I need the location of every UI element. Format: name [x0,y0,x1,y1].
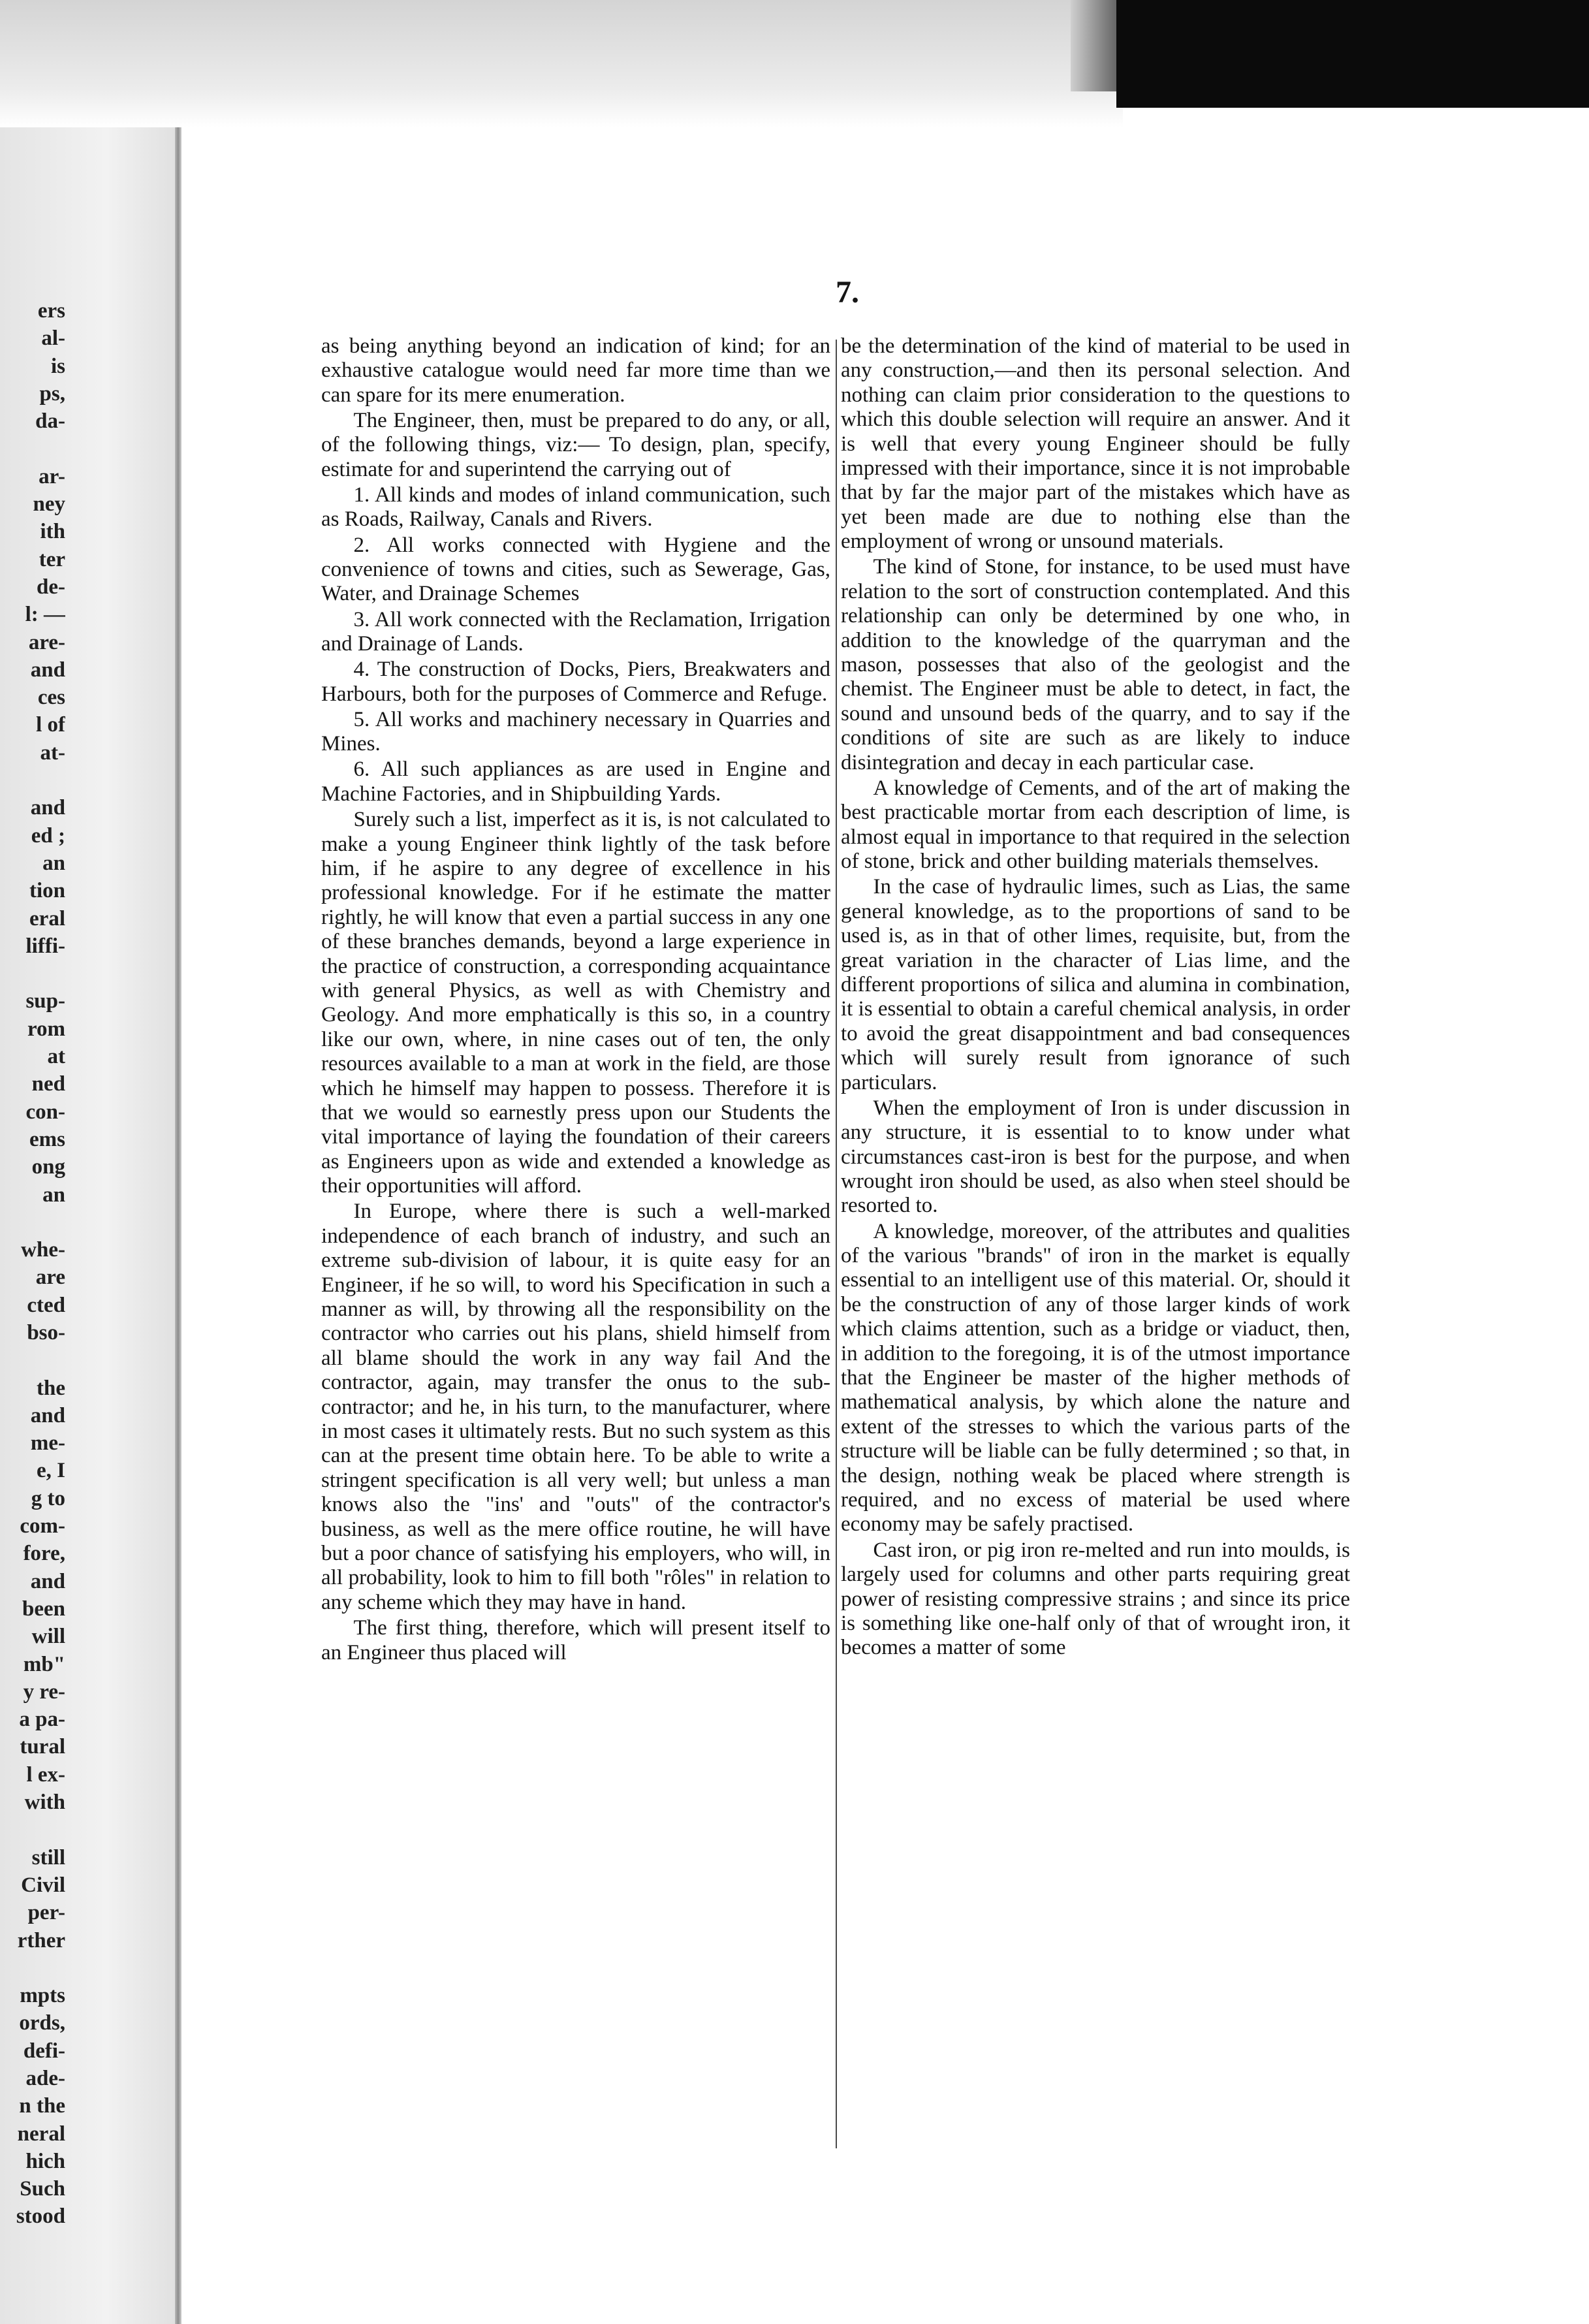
margin-fragment: with [24,1791,65,1815]
margin-fragment: mpts [20,1984,65,2008]
margin-fragment: defi- [23,2039,65,2063]
margin-fragment: l: — [25,603,65,627]
paragraph: The Engineer, then, must be prepared to do any, or all, of the following things, viz:— To design, plan, specify, estimate for and superintend the carrying out of [321,409,830,481]
paragraph: A knowledge, moreover, of the attributes and qualities of the various "brands" of iron in the market is equally essential to an intelligent use of this material. Or, should it be the construction of any of those larger kinds of work which claims attention, such as a bridge or viaduct, then, in addition to the foregoing, it is of the utmost importance that the Engineer be master of the higher methods of mathematical analysis, by which alone the nature and extent of the stresses to which the various parts of the structure will be liable can be fully determined ; so that, in the design, nothing weak be placed where strength is required, and no excess of material be used where economy may be safely practised. [841,1219,1350,1536]
margin-fragment: liffi- [25,934,65,958]
margin-fragment: at [47,1045,65,1069]
margin-fragment: a pa- [19,1708,65,1732]
margin-fragment: sup- [25,989,65,1013]
margin-fragment [0,1816,65,1843]
paragraph: Cast iron, or pig iron re-melted and run into moulds, is largely used for columns and other parts requiring great power of resisting compressive strains ; and since its price is something like one-half only of that of wrought iron, it becomes a matter of some [841,1538,1350,1660]
margin-fragment [0,1346,65,1374]
margin-fragment [0,1209,65,1236]
margin-fragment: ong [31,1155,65,1179]
margin-fragment: and [30,658,65,682]
margin-fragment: at- [40,740,65,765]
column-divider [836,340,837,2148]
margin-fragment: tural [20,1735,65,1759]
paragraph: In Europe, where there is such a well-marked independence of each branch of industry, and such an extreme sub-division of labour, it is quite easy for an Engineer, if he so will, to word his Specification in such a manner as will, by throwing all the responsibility on the contractor who carries out his plans, shield himself from all blame should the work in any way fail And the contractor, again, may transfer the onus to the sub-contractor; and he, in his turn, to the manufacturer, where in most cases it ultimately rests. But no such system as this can at the present time obtain here. To be able to write a stringent specification is all very well; but unless a man knows also the "ins' and "outs" of the contractor's business, as well as the mere office routine, he will have but a poor chance of satisfying his employers, who will, in all probability, look to him to fill both "rôles" in relation to any scheme which they may have in hand. [321,1200,830,1614]
margin-fragment: and [30,1403,65,1427]
margin-fragment: me- [30,1431,65,1456]
margin-fragment: ney [33,492,65,517]
margin-fragment: ned [31,1072,65,1096]
paragraph: A knowledge of Cements, and of the art of making the best practicable mortar from each description of lime, is almost equal in importance to that required in the selection of stone, brick and other building materials themselves. [841,776,1350,874]
margin-fragment: an [42,851,65,875]
margin-fragment [0,435,65,462]
margin-fragment: an [42,1183,65,1207]
margin-fragment: hich [25,2149,65,2173]
paragraph: 1. All kinds and modes of inland communication, such as Roads, Railway, Canals and Rivers. [321,483,830,532]
margin-fragment: rom [27,1017,65,1041]
margin-fragment: al- [41,326,65,351]
margin-fragment: ter [39,547,65,571]
margin-fragment: y re- [23,1679,65,1704]
margin-fragment: been [22,1597,65,1621]
paragraph: 6. All such appliances as are used in Engine and Machine Factories, and in Shipbuilding Yards. [321,757,830,806]
margin-fragment: stood [16,2205,65,2229]
margin-fragment: l of [36,713,65,737]
margin-fragment: rther [17,1928,65,1952]
margin-fragment: cted [27,1293,65,1317]
margin-fragment: de- [37,575,65,599]
page-number: 7. [836,275,859,310]
margin-fragment: e, I [37,1459,65,1483]
margin-fragment: bso- [27,1320,65,1345]
margin-fragment: is [50,354,65,378]
margin-fragment: ords, [19,2011,65,2035]
margin-fragment: tion [29,879,65,903]
margin-fragment: are [35,1265,65,1290]
scan-border-black [1116,0,1589,108]
margin-fragment [0,1954,65,1982]
margin-fragment: ar- [39,464,65,488]
paragraph: 5. All works and machinery necessary in Quarries and Mines. [321,707,830,756]
margin-fragment: Civil [21,1873,65,1897]
margin-fragment: l ex- [26,1762,65,1787]
margin-fragment: will [31,1625,65,1649]
margin-fragment: com- [20,1514,65,1538]
page-fold-shadow [175,78,181,2324]
margin-fragment: still [31,1845,65,1870]
margin-fragment: and [30,796,65,820]
paragraph: The first thing, therefore, which will present itself to an Engineer thus placed will [321,1616,830,1664]
paragraph: In the case of hydraulic limes, such as Lias, the same general knowledge, as to the proportions of sand to be used is, as in that of other limes, requisite, but, from the great variation in the character of Lias lime, and the different proportions of silica and alumina in combination, it is essential to obtain a careful chemical analysis, in order to avoid the great disappointment and bad consequences which will surely result from ignorance of such particulars. [841,875,1350,1094]
left-text-column [321,334,830,2150]
margin-fragment [0,960,65,987]
right-text-column [841,334,1350,2150]
margin-fragment: ces [37,686,65,710]
paragraph: Surely such a list, imperfect as it is, is not calculated to make a young Engineer think lightly of the task before him, if he aspire to any degree of excellence in his professional knowledge. For if he estimate the matter rightly, he will know that even a partial success in any one of these branches demands, beyond a large experience in the practice of construction, a corresponding acquaintance with general Physics, as well as with Chemistry and Geology. And more emphatically is this so, in a country like our own, where, in nine cases out of ten, the only resources available to a man at work in the field, are those which he himself may happen to possess. Therefore it is that we would so earnestly press upon our Students the vital importance of laying the foundation of their careers as Engineers upon as wide and extended a knowledge as their opportunities will afford. [321,808,830,1198]
margin-fragment: per- [27,1901,65,1925]
paragraph: as being anything beyond an indication of kind; for an exhaustive catalogue would need far more time than we can spare for its mere enumeration. [321,334,830,407]
margin-fragment: da- [35,409,65,434]
paragraph: 4. The construction of Docks, Piers, Breakwaters and Harbours, both for the purposes of Commerce and Refuge. [321,658,830,706]
top-scan-shadow [0,0,1123,127]
margin-fragment: eral [29,906,65,931]
margin-fragment: are- [28,630,65,654]
previous-page-fragments [0,297,65,2231]
margin-fragment [0,767,65,794]
paragraph: 2. All works connected with Hygiene and the convenience of towns and cities, such as Sewerage, Gas, Water, and Drainage Schemes [321,533,830,606]
margin-fragment: neral [17,2122,65,2146]
margin-fragment: ith [40,520,65,544]
paragraph: 3. All work connected with the Reclamation, Irrigation and Drainage of Lands. [321,607,830,656]
margin-fragment: Such [20,2177,65,2201]
margin-fragment: con- [25,1100,65,1124]
margin-fragment: g to [31,1486,65,1510]
margin-fragment: ers [37,299,65,323]
margin-fragment: the [37,1376,65,1400]
margin-fragment: ps, [39,381,65,406]
paragraph: The kind of Stone, for instance, to be used must have relation to the sort of construction contemplated. And this relationship can only be determined by one who, in addition to the knowledge of the quarryman and the mason, possesses that also of the geologist and the chemist. The Engineer must be able to detect, in fact, the sound and unsound beds of the quarry, and to say if the conditions of site are such as are likely to induce disintegration and decay in each particular case. [841,555,1350,774]
margin-fragment: and [30,1569,65,1593]
paragraph: When the employment of Iron is under discussion in any structure, it is essential to to know under what circumstances cast-iron is best for the purpose, and when wrought iron should be used, as also when steel should be resorted to. [841,1096,1350,1218]
margin-fragment: ed ; [31,823,65,848]
margin-fragment: n the [19,2094,65,2118]
margin-fragment: mb" [23,1652,65,1676]
paragraph: be the determination of the kind of material to be used in any construction,—and then its personal selection. And nothing can claim prior consideration to the questions to which this double selection will require an answer. And it is well that every young Engineer should be fully impressed with their importance, since it is not improbable that by far the major part of the mistakes which have as yet been made are due to nothing else than the employment of wrong or unsound materials. [841,334,1350,554]
margin-fragment: whe- [21,1238,65,1262]
margin-fragment: ade- [25,2067,65,2090]
margin-fragment: ems [29,1127,65,1151]
margin-fragment: fore, [23,1542,65,1566]
